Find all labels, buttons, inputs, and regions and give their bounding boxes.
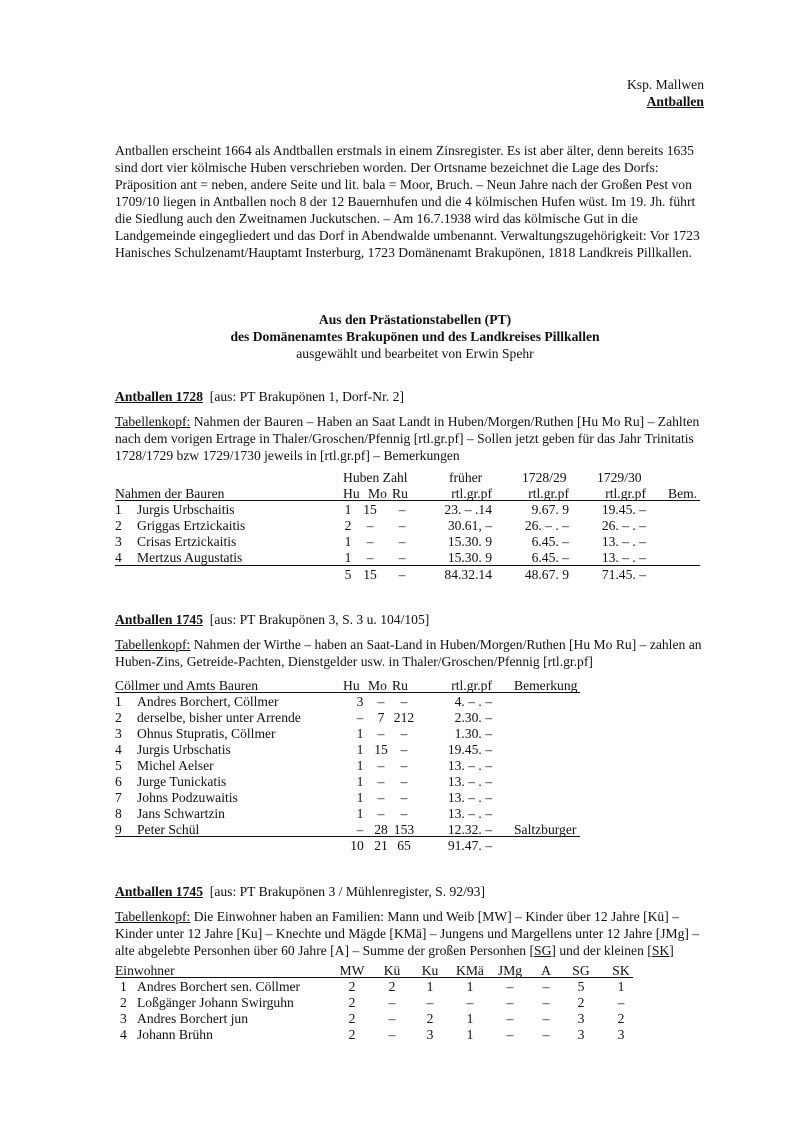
row-sg: 2: [577, 995, 585, 1010]
row-mo: 15: [363, 502, 377, 517]
pt-heading: [115, 311, 715, 362]
row-kmae: 1: [466, 1027, 474, 1042]
tabellenkopf-text: Die Einwohner haben an Familien: Mann und Weib [MW] – Kinder über 12 Jahre [Kü] – Kinder unter 12 Jahre [Ku] – Knechte und Mägde [KMä] – Jungens und Margellens unter 12 Jahre [JMg] – alte abgelebte Personhen über 60 Jahre [A] – Summe der großen Personhen [: [115, 909, 700, 958]
row-name: Griggas Ertzickaitis: [137, 518, 246, 533]
table-row: [0, 789, 800, 806]
row-hu: 1: [356, 742, 364, 757]
tabellenkopf-text: Nahmen der Bauren – Haben an Saat Landt in Huben/Morgen/Ruthen [Hu Mo Ru] – Zahlten nach dem vorigen Ertrage in Thaler/Groschen/Pfennig [rtl.gr.pf] – Sollen jetzt geben für das Jahr Trinitatis 1728/1729 bzw 1729/1730 jeweils in [rtl.gr.pf] – Bemerkungen: [115, 414, 700, 463]
row-jmg: –: [506, 1027, 514, 1042]
row-hu: 1: [356, 790, 364, 805]
row-number: 1: [120, 979, 127, 994]
row-hu: 1: [356, 726, 364, 741]
row-hu: 1: [344, 534, 352, 549]
row-mw: 2: [348, 995, 356, 1010]
row-number: 2: [120, 995, 127, 1010]
row-rtl: 13. – . –: [447, 790, 492, 805]
col-mw: MW: [339, 963, 365, 978]
row-rtl: 4. – . –: [454, 694, 492, 709]
row-number: 2: [115, 710, 122, 725]
section-1728-title: [115, 388, 404, 405]
abbrev-sg: SG: [534, 943, 552, 958]
table-row: [0, 533, 800, 550]
tabellenkopf-text: Nahmen der Wirthe – haben an Saat-Land in Huben/Morgen/Ruthen [Hu Mo Ru] – zahlen an Huben-Zins, Getreide-Pachten, Dienstgelder usw. in Thaler/Groschen/Pfennig [rtl.gr.pf]: [115, 637, 702, 669]
tabellenkopf-label: Tabellenkopf:: [115, 637, 191, 652]
row-hu: 2: [344, 518, 352, 533]
row-rtl: 2.30. –: [454, 710, 492, 725]
row-number: 4: [115, 742, 122, 757]
row-ru: –: [400, 774, 408, 789]
row-name: Andres Borchert, Cöllmer: [137, 694, 279, 709]
row-mo: –: [366, 518, 374, 533]
table-row: [0, 805, 800, 822]
total-mo: 15: [363, 567, 377, 582]
row-hu: 3: [356, 694, 364, 709]
total-1729: 71.45. –: [601, 567, 646, 582]
col-bemerkung: Bemerkung: [514, 678, 578, 693]
row-hu: 1: [344, 550, 352, 565]
row-hu: –: [356, 710, 364, 725]
row-name: Loßgänger Johann Swirguhn: [137, 995, 294, 1010]
row-number: 3: [115, 534, 122, 549]
row-name: Peter Schül: [137, 822, 200, 837]
row-ru: –: [400, 806, 408, 821]
total-hu: 5: [344, 567, 352, 582]
col-ku: Ku: [421, 963, 439, 978]
row-kmae: –: [466, 995, 474, 1010]
row-rtl: 1.30. –: [454, 726, 492, 741]
row-sk: –: [617, 995, 625, 1010]
row-sg: 3: [577, 1027, 585, 1042]
row-1728: 26. – . –: [524, 518, 569, 533]
row-number: 2: [115, 518, 122, 533]
section-1728-tabellenkopf: [115, 413, 710, 464]
row-rtl: 19.45. –: [447, 742, 492, 757]
row-ru: 153: [393, 822, 415, 837]
row-sg: 3: [577, 1011, 585, 1026]
row-hu: –: [356, 822, 364, 837]
tabellenkopf-label: Tabellenkopf:: [115, 909, 191, 924]
col-rtl-1: rtl.gr.pf: [451, 486, 492, 501]
row-kue: –: [388, 995, 396, 1010]
row-mo: 15: [374, 742, 388, 757]
section-title-text: Antballen 1728: [115, 389, 203, 404]
row-1729: 26. – . –: [601, 518, 646, 533]
section-source: [aus: PT Brakupönen 3, S. 3 u. 104/105]: [209, 612, 430, 627]
row-name: Andres Borchert jun: [137, 1011, 248, 1026]
row-bemerkung: Saltzburger: [514, 822, 577, 837]
row-name: Michel Aelser: [137, 758, 214, 773]
row-rtl: 13. – . –: [447, 806, 492, 821]
section-1745-muehle-title: [115, 883, 485, 900]
row-ru: –: [400, 742, 408, 757]
row-ru: –: [400, 758, 408, 773]
row-a: –: [542, 1027, 550, 1042]
row-name: Johann Brühn: [137, 1027, 213, 1042]
tabellenkopf-text: ]: [669, 943, 674, 958]
pt-heading-line3: ausgewählt und bearbeitet von Erwin Spehr: [296, 346, 534, 361]
row-number: 1: [115, 694, 122, 709]
table-row: [0, 517, 800, 534]
table-row: [0, 693, 800, 710]
row-mo: –: [377, 726, 385, 741]
col-hu: Hu: [343, 678, 360, 693]
village-title: Antballen: [646, 94, 704, 109]
row-a: –: [542, 1011, 550, 1026]
total-rtl: 91.47. –: [447, 838, 492, 853]
row-number: 4: [120, 1027, 127, 1042]
section-title-text: Antballen 1745: [115, 884, 203, 899]
row-ru: –: [398, 518, 406, 533]
row-ku: 3: [426, 1027, 434, 1042]
row-name: derselbe, bisher unter Arrende: [137, 710, 301, 725]
parish-label: Ksp. Mallwen: [626, 77, 704, 92]
row-mw: 2: [348, 1011, 356, 1026]
row-kmae: 1: [466, 979, 474, 994]
row-number: 3: [120, 1011, 127, 1026]
row-kue: –: [388, 1027, 396, 1042]
row-a: –: [542, 979, 550, 994]
row-jmg: –: [506, 995, 514, 1010]
col-sg: SG: [572, 963, 590, 978]
col-frueher: früher: [449, 470, 483, 485]
col-jmg: JMg: [497, 963, 523, 978]
row-jmg: –: [506, 979, 514, 994]
abbrev-sk: SK: [651, 943, 670, 958]
row-mo: 7: [377, 710, 385, 725]
row-1728: 9.67. 9: [531, 502, 569, 517]
intro-text: Antballen erscheint 1664 als Andtballen erstmals in einem Zinsregister. Es ist aber älter, denn bereits 1635 sind dort vier kölmische Huben verschrieben worden. Der Ortsname bezeichnet die Lage des Dorfs: Präposition ant = neben, andere Seite und lit. bala = Moor, Bruch. – Neun Jahre nach der Großen Pest von 1709/10 liegen in Antballen noch 8 der 12 Bauernhufen und die 4 kölmischen Hufen wüst. Im 19. Jh. führt die Siedlung auch den Zweitnamen Juckutschen. – Am 16.7.1938 wird das kölmische Gut in die Landgemeinde eingegliedert und das Dorf in Abendwalde umbenannt. Verwaltungszugehörigkeit: Vor 1723 Hanisches Schulzenamt/Hauptamt Insterburg, 1723 Domänenamt Brakupönen, 1818 Landkreis Pillkallen.: [115, 143, 700, 260]
col-ru: Ru: [392, 678, 408, 693]
col-rtl-3: rtl.gr.pf: [605, 486, 646, 501]
col-ru: Ru: [392, 486, 408, 501]
row-name: Johns Podzuwaitis: [137, 790, 238, 805]
col-kmae: KMä: [456, 963, 484, 978]
pt-heading-line2: des Domänenamtes Brakupönen und des Landkreises Pillkallen: [230, 329, 600, 344]
row-hu: 1: [356, 774, 364, 789]
col-a: A: [541, 963, 551, 978]
row-mw: 2: [348, 1027, 356, 1042]
row-frueher: 30.61, –: [447, 518, 492, 533]
tabellenkopf-text: ] und der kleinen [: [551, 943, 652, 958]
section-1745-title: [115, 611, 429, 628]
row-hu: 1: [344, 502, 352, 517]
row-1729: 13. – . –: [601, 550, 646, 565]
section-source: [aus: PT Brakupönen 1, Dorf-Nr. 2]: [209, 389, 404, 404]
row-mo: –: [366, 534, 374, 549]
col-rtl-2: rtl.gr.pf: [528, 486, 569, 501]
table-row: [0, 741, 800, 758]
col-huben-zahl: Huben Zahl: [343, 470, 408, 485]
section-title-text: Antballen 1745: [115, 612, 203, 627]
row-1728: 6.45. –: [531, 534, 569, 549]
row-ru: –: [398, 502, 406, 517]
col-bem: Bem.: [668, 486, 698, 501]
row-sg: 5: [577, 979, 585, 994]
row-rtl: 12.32. –: [447, 822, 492, 837]
row-number: 7: [115, 790, 122, 805]
table-row: [0, 773, 800, 790]
intro-paragraph: [115, 142, 715, 261]
col-mo: Mo: [368, 678, 387, 693]
total-1728: 48.67. 9: [524, 567, 569, 582]
total-ru: –: [398, 567, 406, 582]
col-name: Nahmen der Bauren: [115, 486, 225, 501]
row-number: 5: [115, 758, 122, 773]
row-number: 1: [115, 502, 122, 517]
table-row: [0, 725, 800, 742]
total-mo: 21: [374, 838, 388, 853]
row-name: Jurgis Urbschatis: [137, 742, 231, 757]
row-mo: –: [377, 806, 385, 821]
row-frueher: 23. – .14: [444, 502, 492, 517]
row-ku: 1: [426, 979, 434, 994]
row-number: 9: [115, 822, 122, 837]
col-sk: SK: [612, 963, 630, 978]
row-rtl: 13. – . –: [447, 774, 492, 789]
row-name: Andres Borchert sen. Cöllmer: [137, 979, 301, 994]
col-hu: Hu: [343, 486, 360, 501]
row-ru: –: [400, 726, 408, 741]
section-source: [aus: PT Brakupönen 3 / Mühlenregister, S. 92/93]: [209, 884, 485, 899]
tabellenkopf-label: Tabellenkopf:: [115, 414, 191, 429]
col-1728: 1728/29: [522, 470, 567, 485]
row-name: Ohnus Stupratis, Cöllmer: [137, 726, 276, 741]
table-total-row: [0, 837, 800, 854]
row-ru: –: [398, 550, 406, 565]
row-frueher: 15.30. 9: [447, 534, 492, 549]
row-number: 4: [115, 550, 122, 565]
row-rtl: 13. – . –: [447, 758, 492, 773]
table-total-row: [0, 566, 800, 583]
table-row: [0, 709, 800, 726]
row-mo: –: [377, 758, 385, 773]
table-row: [0, 549, 800, 566]
col-1729: 1729/30: [597, 470, 642, 485]
row-sk: 2: [617, 1011, 625, 1026]
row-name: Crisas Ertzickaitis: [137, 534, 237, 549]
row-a: –: [542, 995, 550, 1010]
col-name: Cöllmer und Amts Bauren: [115, 678, 259, 693]
col-rtl: rtl.gr.pf: [451, 678, 492, 693]
row-ru: 212: [393, 710, 415, 725]
page-header: [627, 76, 704, 110]
row-sk: 1: [617, 979, 625, 994]
row-mo: 28: [374, 822, 388, 837]
row-number: 3: [115, 726, 122, 741]
row-jmg: –: [506, 1011, 514, 1026]
table-header-row-1: [0, 469, 800, 486]
section-1745-tabellenkopf: [115, 636, 710, 670]
row-1729: 19.45. –: [601, 502, 646, 517]
total-frueher: 84.32.14: [444, 567, 492, 582]
col-kue: Kü: [383, 963, 401, 978]
row-ru: –: [400, 694, 408, 709]
row-mo: –: [377, 790, 385, 805]
table-row: [0, 1026, 800, 1043]
row-number: 6: [115, 774, 122, 789]
row-1728: 6.45. –: [531, 550, 569, 565]
row-name: Jans Schwartzin: [137, 806, 225, 821]
row-kue: 2: [388, 979, 396, 994]
table-row: [0, 1010, 800, 1027]
row-1729: 13. – . –: [601, 534, 646, 549]
row-name: Jurgis Urbschaitis: [137, 502, 235, 517]
row-mw: 2: [348, 979, 356, 994]
row-mo: –: [377, 694, 385, 709]
total-ru: 65: [397, 838, 411, 853]
col-name: Einwohner: [115, 963, 175, 978]
row-name: Mertzus Augustatis: [137, 550, 243, 565]
row-name: Jurge Tunickatis: [137, 774, 227, 789]
row-hu: 1: [356, 758, 364, 773]
row-ku: –: [426, 995, 434, 1010]
pt-heading-line1: Aus den Prästationstabellen (PT): [318, 312, 512, 327]
row-ku: 2: [426, 1011, 434, 1026]
row-ru: –: [398, 534, 406, 549]
row-mo: –: [366, 550, 374, 565]
row-ru: –: [400, 790, 408, 805]
table-row: [0, 757, 800, 774]
row-frueher: 15.30. 9: [447, 550, 492, 565]
table-row: [0, 501, 800, 518]
table-row: [0, 978, 800, 995]
row-mo: –: [377, 774, 385, 789]
row-sk: 3: [617, 1027, 625, 1042]
table-row: [0, 994, 800, 1011]
total-hu: 10: [350, 838, 364, 853]
row-number: 8: [115, 806, 122, 821]
col-mo: Mo: [368, 486, 387, 501]
row-kue: –: [388, 1011, 396, 1026]
section-1745-muehle-tabellenkopf: [115, 908, 710, 959]
row-kmae: 1: [466, 1011, 474, 1026]
row-hu: 1: [356, 806, 364, 821]
